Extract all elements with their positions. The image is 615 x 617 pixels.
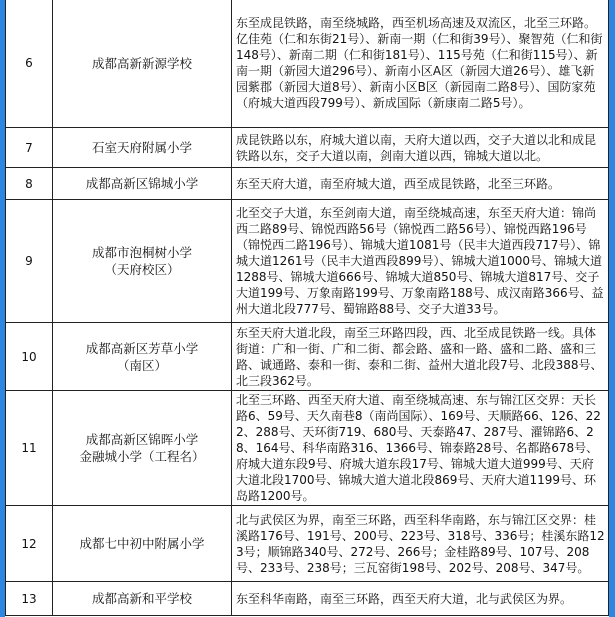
school-name-line: 成都高新区锦城小学 <box>85 176 199 191</box>
table-row <box>6 128 609 168</box>
school-name <box>53 323 232 391</box>
school-zone-table <box>5 0 609 616</box>
zone-description: 东至成昆铁路，南至绕城路，西至机场高速及双流区，北至三环路。亿佳苑（仁和东街21号）、新南一期（仁和街39号）、聚智苑（仁和街148号）、新南二期（仁和街181号）、115号苑（仁和街115号）、新南一期（新园大道296号）、新南小区A区（新园大道26号）、雄飞新园紫郡（新园大道8号）、新南小区B区（新园南二路8号）、国防家苑（府城大道西段799号）、新成国际（新康南二路5号）。 <box>232 0 609 128</box>
school-name <box>53 168 232 200</box>
school-name <box>53 0 232 128</box>
school-name-line: 成都七中初中附属小学 <box>79 536 205 551</box>
school-name <box>53 506 232 582</box>
school-name-line: （南区） <box>116 357 167 373</box>
table-row <box>6 323 609 391</box>
school-name-line: 成都高新区锦晖小学 <box>85 432 199 447</box>
zone-description: 东至科华南路，南至三环路，西至天府大道，北与武侯区为界。 <box>232 582 609 616</box>
row-number: 13 <box>6 582 53 616</box>
row-number: 10 <box>6 323 53 391</box>
table-row <box>6 391 609 506</box>
school-name-line: 成都高新新源学校 <box>91 55 192 71</box>
zone-description: 东至天府大道，南至府城大道，西至成昆铁路，北至三环路。 <box>232 168 609 200</box>
row-number: 7 <box>6 128 53 168</box>
school-name <box>53 200 232 323</box>
table-row <box>6 200 609 323</box>
table-row <box>6 0 609 128</box>
table-row <box>6 168 609 200</box>
admission-zone-table-panel <box>5 0 609 617</box>
zone-description: 成昆铁路以东，府城大道以南，天府大道以西，交子大道以北和成昆铁路以东，交子大道以南，剑南大道以西，锦城大道以北。 <box>232 128 609 168</box>
school-name-line: 石室天府附属小学 <box>91 140 192 155</box>
school-name <box>53 391 232 506</box>
school-name-line: （天府校区） <box>104 262 180 277</box>
zone-description: 北与武侯区为界，南至三环路，西至科华南路，东与锦江区交界：桂溪路176号、191号、200号、223号、318号、336号；桂溪东路123号；顺锦路340号、272号、266号；金桂路89号、107号、208号、233号、238号；三瓦窑街198号、202号、208号、347号。 <box>232 506 609 582</box>
row-number: 6 <box>6 0 53 128</box>
school-name-line: 成都高新区芳草小学 <box>85 340 199 356</box>
row-number: 9 <box>6 200 53 323</box>
table-row <box>6 506 609 582</box>
school-name <box>53 582 232 616</box>
school-name-line: 金融城小学（工程名） <box>79 449 205 464</box>
zone-description: 北至交子大道，东至剑南大道，南至绕城高速，东至天府大道：锦尚西二路89号、锦悦西路56号（锦悦西二路56号）、锦悦西路196号（锦悦西二路196号）、锦城大道1081号（民丰大道西段717号）、锦城大道1261号（民丰大道西段899号）、锦城大道1000号、锦城大道1288号、锦城大道666号、锦城大道850号、锦城大道817号、交子大道199号、万象南路199号、万象南路188号、成汉南路366号、益州大道北段777号、蜀锦路88号、交子大道33号。 <box>232 200 609 323</box>
school-name-line: 成都高新和平学校 <box>91 591 192 606</box>
zone-description: 北至三环路、西至天府大道、南至绕城高速、东与锦江区交界：天长路6、59号、天久南巷8（南尚国际）、169号、天顺路66、126、222、288号、天环街719、680号、天泰路47、287号、濯锦路6、28、164号、科华南路316、1366号、锦泰路28号、名都路678号、府城大道东段9号、府城大道东段17号、锦城大道大道999号、天府大道北段1700号、锦城大道大道北段869号、天府大道1199号、环岛路1200号。 <box>232 391 609 506</box>
row-number: 12 <box>6 506 53 582</box>
zone-description: 东至天府大道北段，南至三环路四段，西、北至成昆铁路一线。具体街道：广和一街、广和二街、都会路、盛和一路、盛和二路、盛和三路、诚通路、泰和一街、泰和二街、益州大道北段7号、北段388号、北三段362号。 <box>232 323 609 391</box>
school-name <box>53 128 232 168</box>
school-name-line: 成都市泡桐树小学 <box>91 245 192 260</box>
table-row <box>6 582 609 616</box>
row-number: 8 <box>6 168 53 200</box>
row-number: 11 <box>6 391 53 506</box>
